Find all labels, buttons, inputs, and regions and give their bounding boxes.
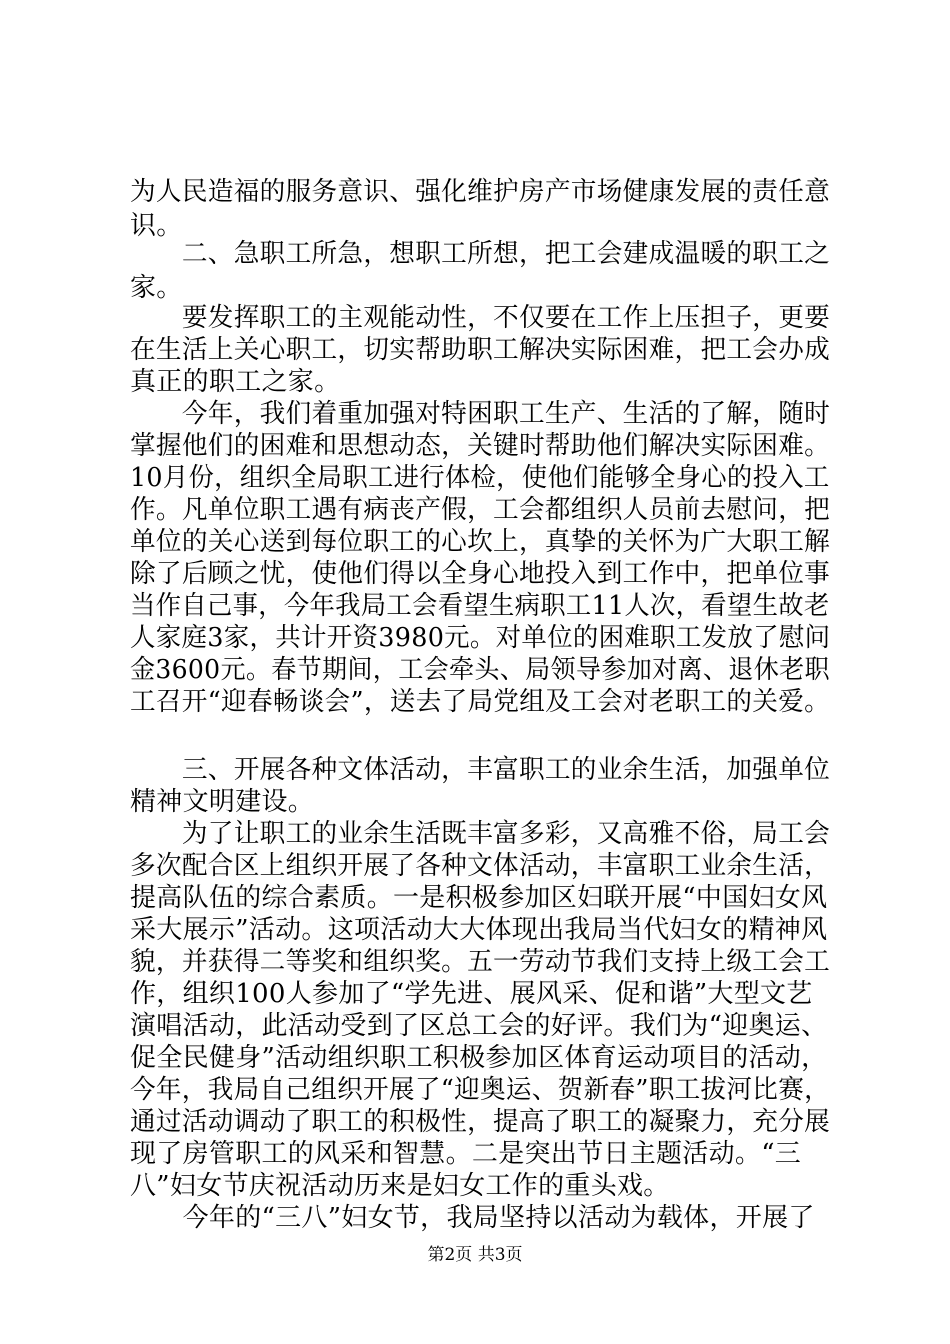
text-line: 貌，并获得二等奖和组织奖。五一劳动节我们支持上级工会工 xyxy=(130,947,831,977)
text-line: 家。 xyxy=(130,273,183,303)
text-line: 今年的“三八”妇女节，我局坚持以活动为载体，开展了 xyxy=(130,1203,815,1233)
text-line: 在生活上关心职工，切实帮助职工解决实际困难，把工会办成 xyxy=(130,335,831,365)
text-line: 今年，我局自己组织开展了“迎奥运、贺新春”职工拔河比赛， xyxy=(130,1075,830,1105)
text-line: 人家庭3家，共计开资3980元。对单位的困难职工发放了慰问 xyxy=(130,623,831,653)
text-line: 当作自己事，今年我局工会看望生病职工11人次，看望生故老 xyxy=(130,591,830,621)
page-number-footer: 第2页 共3页 xyxy=(427,1245,523,1265)
text-line: 金3600元。春节期间，工会牵头、局领导参加对离、退休老职 xyxy=(130,655,830,685)
text-line: 为人民造福的服务意识、强化维护房产市场健康发展的责任意 xyxy=(130,177,831,207)
text-line: 促全民健身”活动组织职工积极参加区体育运动项目的活动， xyxy=(130,1043,828,1073)
text-line: 精神文明建设。 xyxy=(130,787,315,817)
text-line: 三、开展各种文体活动，丰富职工的业余生活，加强单位 xyxy=(130,755,831,785)
text-line: 现了房管职工的风采和智慧。二是突出节日主题活动。“三 xyxy=(130,1139,802,1169)
text-line: 演唱活动，此活动受到了区总工会的好评。我们为“迎奥运、 xyxy=(130,1011,828,1041)
text-line: 采大展示”活动。这项活动大大体现出我局当代妇女的精神风 xyxy=(130,915,828,945)
text-line: 作，组织100人参加了“学先进、展风采、促和谐”大型文艺 xyxy=(130,979,813,1009)
text-line: 通过活动调动了职工的积极性，提高了职工的凝聚力，充分展 xyxy=(130,1107,831,1137)
text-line: 工召开“迎春畅谈会”，送去了局党组及工会对老职工的关爱。 xyxy=(130,687,830,717)
text-line: 提高队伍的综合素质。一是积极参加区妇联开展“中国妇女风 xyxy=(130,883,828,913)
text-line: 真正的职工之家。 xyxy=(130,367,341,397)
text-line: 为了让职工的业余生活既丰富多彩，又高雅不俗，局工会 xyxy=(130,819,831,849)
text-line: 掌握他们的困难和思想动态，关键时帮助他们解决实际困难。 xyxy=(130,431,831,461)
text-line: 识。 xyxy=(130,211,183,241)
text-line: 要发挥职工的主观能动性，不仅要在工作上压担子，更要 xyxy=(130,303,831,333)
text-line: 作。凡单位职工遇有病丧产假，工会都组织人员前去慰问，把 xyxy=(130,495,831,525)
text-line: 八”妇女节庆祝活动历来是妇女工作的重头戏。 xyxy=(130,1171,670,1201)
text-line: 今年，我们着重加强对特困职工生产、生活的了解，随时 xyxy=(130,399,831,429)
text-line: 多次配合区上组织开展了各种文体活动，丰富职工业余生活， xyxy=(130,851,831,881)
text-line: 10月份，组织全局职工进行体检，使他们能够全身心的投入工 xyxy=(130,463,830,493)
text-line: 单位的关心送到每位职工的心坎上，真挚的关怀为广大职工解 xyxy=(130,527,831,557)
text-line: 除了后顾之忧，使他们得以全身心地投入到工作中，把单位事 xyxy=(130,559,831,589)
text-line: 二、急职工所急，想职工所想，把工会建成温暖的职工之 xyxy=(130,239,831,269)
